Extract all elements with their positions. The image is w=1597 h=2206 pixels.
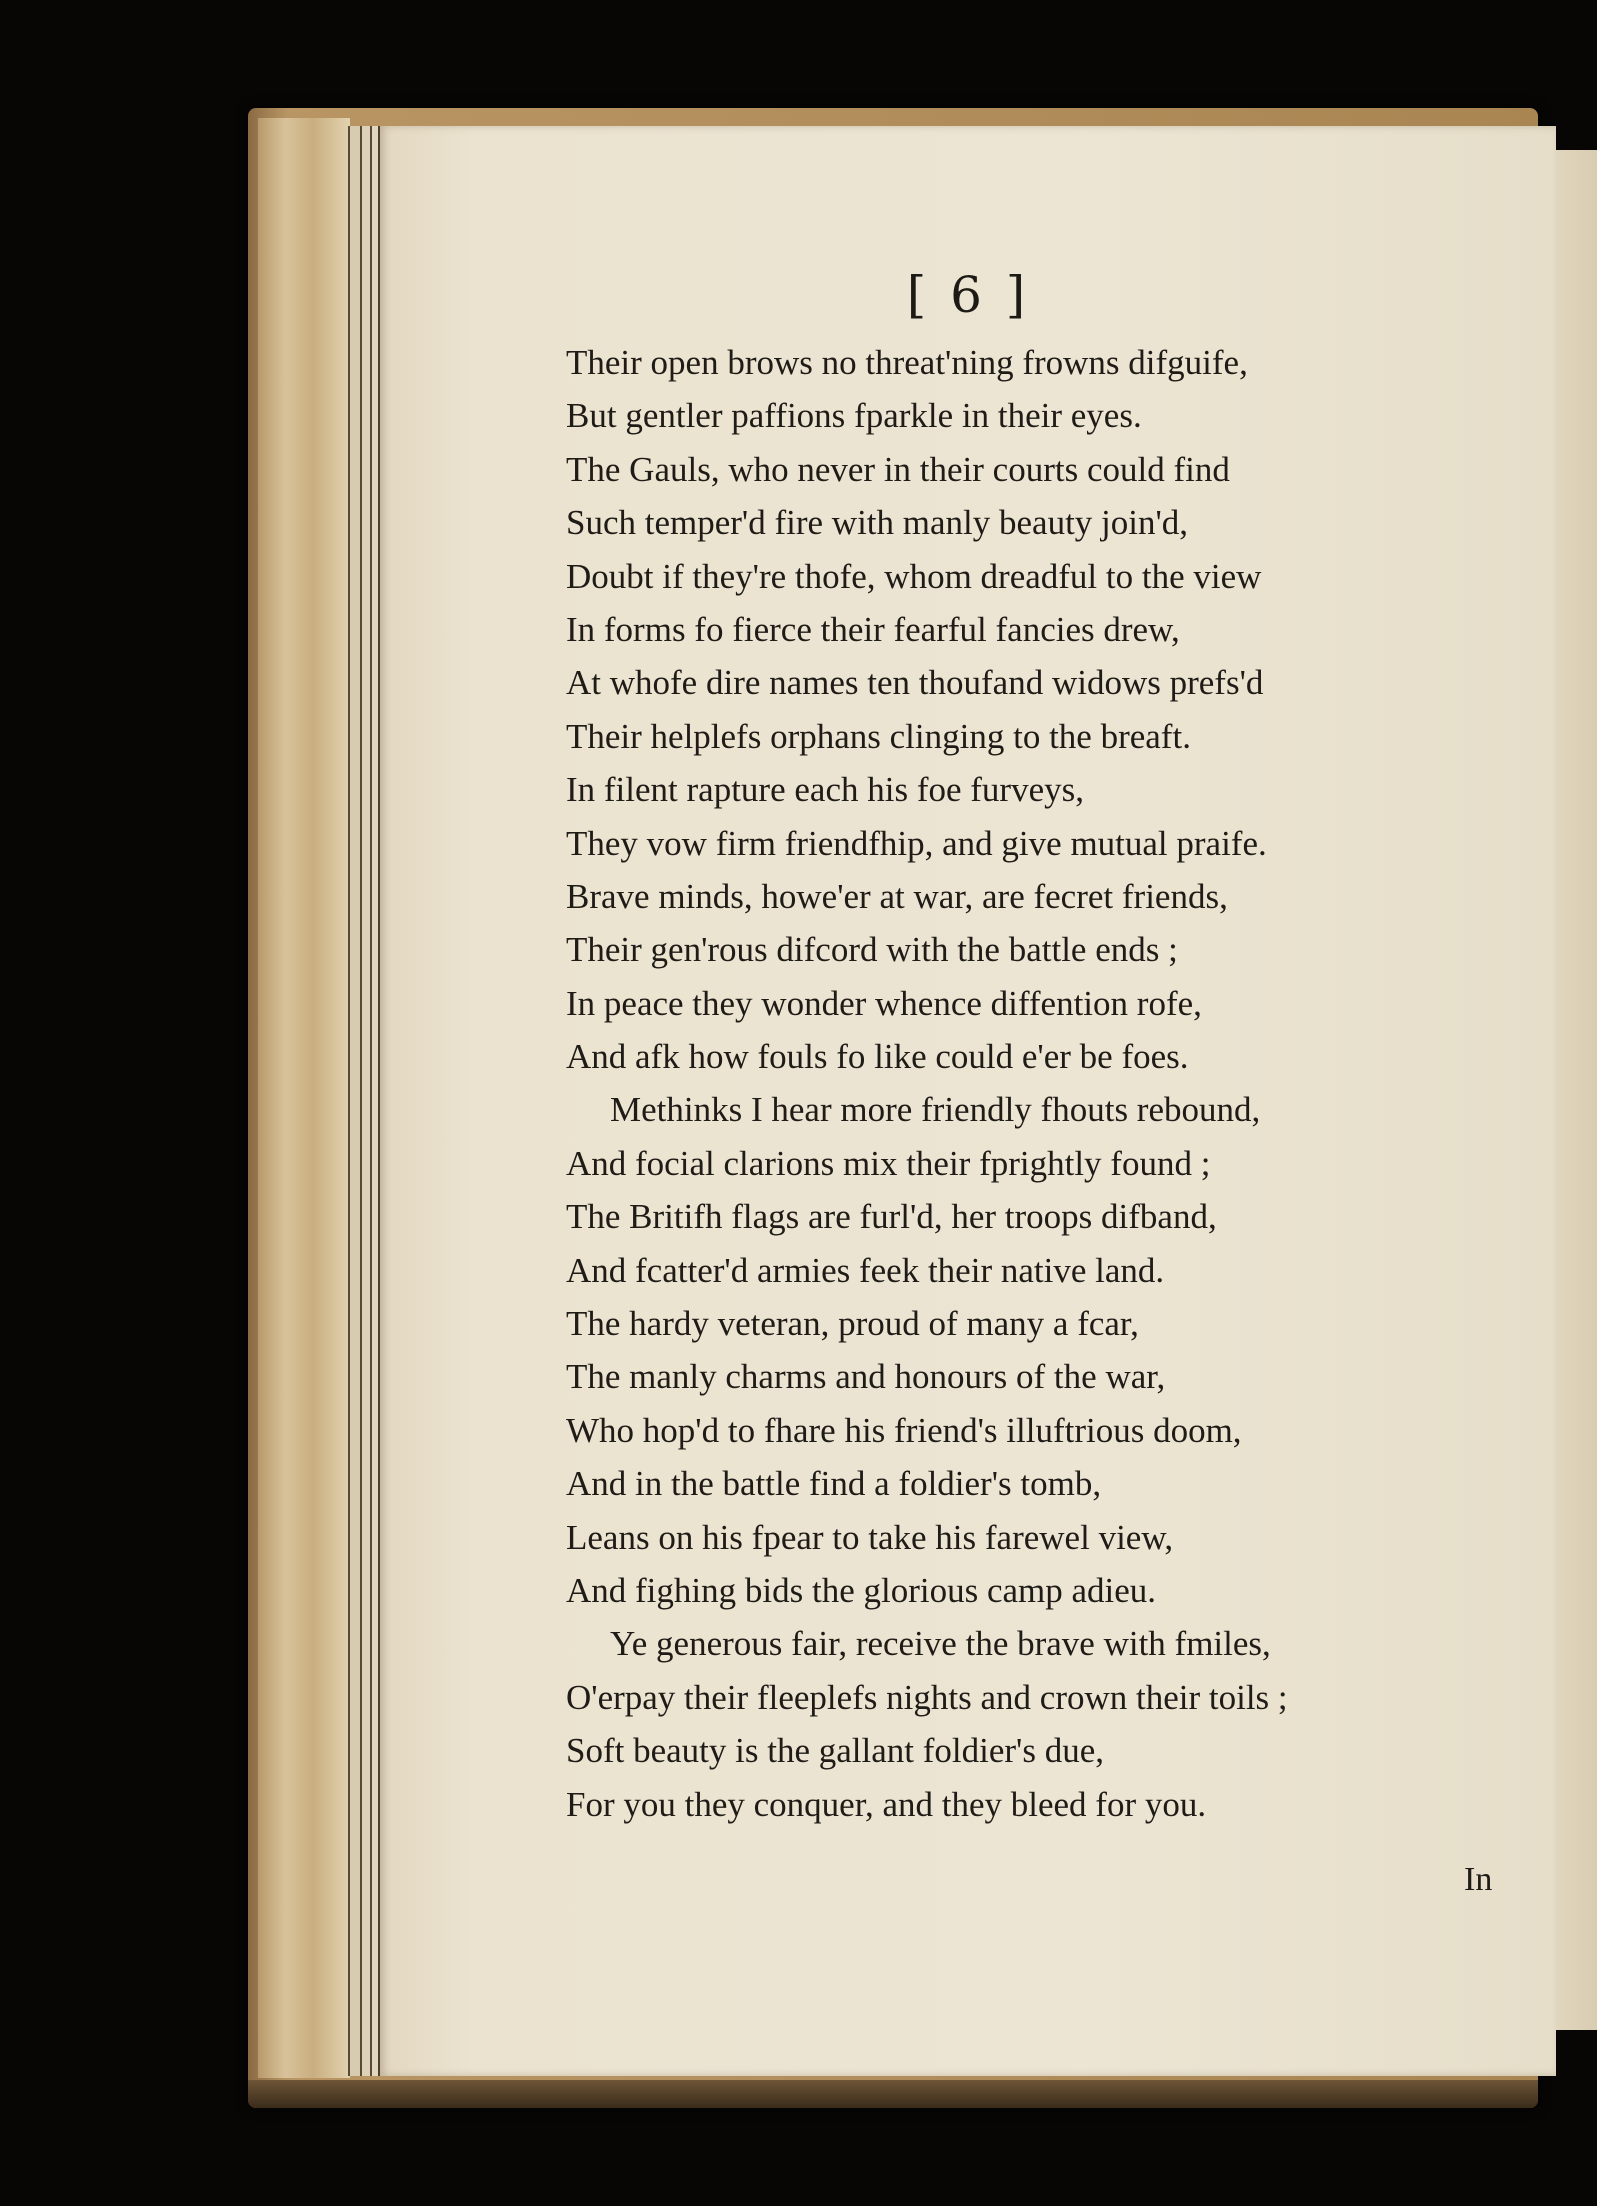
- poem-line: Doubt if they're thofe, whom dreadful to the view: [566, 556, 1262, 596]
- poem-line: The manly charms and honours of the war,: [566, 1357, 1166, 1397]
- poem-line: Methinks I hear more friendly fhouts rebound,: [610, 1090, 1261, 1130]
- poem-line: They vow firm friendfhip, and give mutual praife.: [566, 823, 1267, 863]
- poem-line: The Britifh flags are furl'd, her troops difband,: [566, 1197, 1217, 1237]
- page-number: [ 6 ]: [906, 266, 1030, 324]
- book-spine-edge: [258, 118, 350, 2078]
- poem-line: O'erpay their fleeplefs nights and crown their toils ;: [566, 1677, 1288, 1717]
- poem-line: In peace they wonder whence diffention rofe,: [566, 983, 1202, 1023]
- poem-line: Their gen'rous difcord with the battle ends ;: [566, 930, 1178, 970]
- poem-line: Soft beauty is the gallant foldier's due,: [566, 1731, 1104, 1771]
- book-cover-edge: [248, 2080, 1538, 2108]
- poem-line: Who hop'd to fhare his friend's illuftrious doom,: [566, 1410, 1242, 1450]
- poem-line: And fighing bids the glorious camp adieu.: [566, 1570, 1157, 1610]
- poem-text: [566, 336, 1466, 1831]
- poem-line: At whofe dire names ten thoufand widows prefs'd: [566, 663, 1264, 703]
- poem-line: Leans on his fpear to take his farewel view,: [566, 1517, 1174, 1557]
- poem-line: In forms fo fierce their fearful fancies drew,: [566, 609, 1180, 649]
- poem-line: Ye generous fair, receive the brave with fmiles,: [610, 1624, 1271, 1664]
- catchword: In: [1464, 1861, 1493, 1898]
- poem-line: And fcatter'd armies feek their native land.: [566, 1250, 1165, 1290]
- poem-line: In filent rapture each his foe furveys,: [566, 770, 1084, 810]
- poem-line: The Gauls, who never in their courts could find: [566, 449, 1230, 489]
- poem-line: For you they conquer, and they bleed for you.: [566, 1784, 1207, 1824]
- poem-line: And focial clarions mix their fprightly found ;: [566, 1143, 1211, 1183]
- poem-line: The hardy veteran, proud of many a fcar,: [566, 1304, 1139, 1344]
- poem-line: But gentler paffions fparkle in their eyes.: [566, 396, 1142, 436]
- poem-line: Their open brows no threat'ning frowns difguife,: [566, 343, 1248, 382]
- book-page: [378, 126, 1556, 2076]
- poem-line: Such temper'd fire with manly beauty join'd,: [566, 503, 1189, 543]
- poem-line: And in the battle find a foldier's tomb,: [566, 1464, 1102, 1504]
- poem-line: And afk how fouls fo like could e'er be foes.: [566, 1037, 1189, 1077]
- poem-line: Brave minds, howe'er at war, are fecret friends,: [566, 876, 1228, 916]
- poem-line: Their helplefs orphans clinging to the breaft.: [566, 716, 1191, 756]
